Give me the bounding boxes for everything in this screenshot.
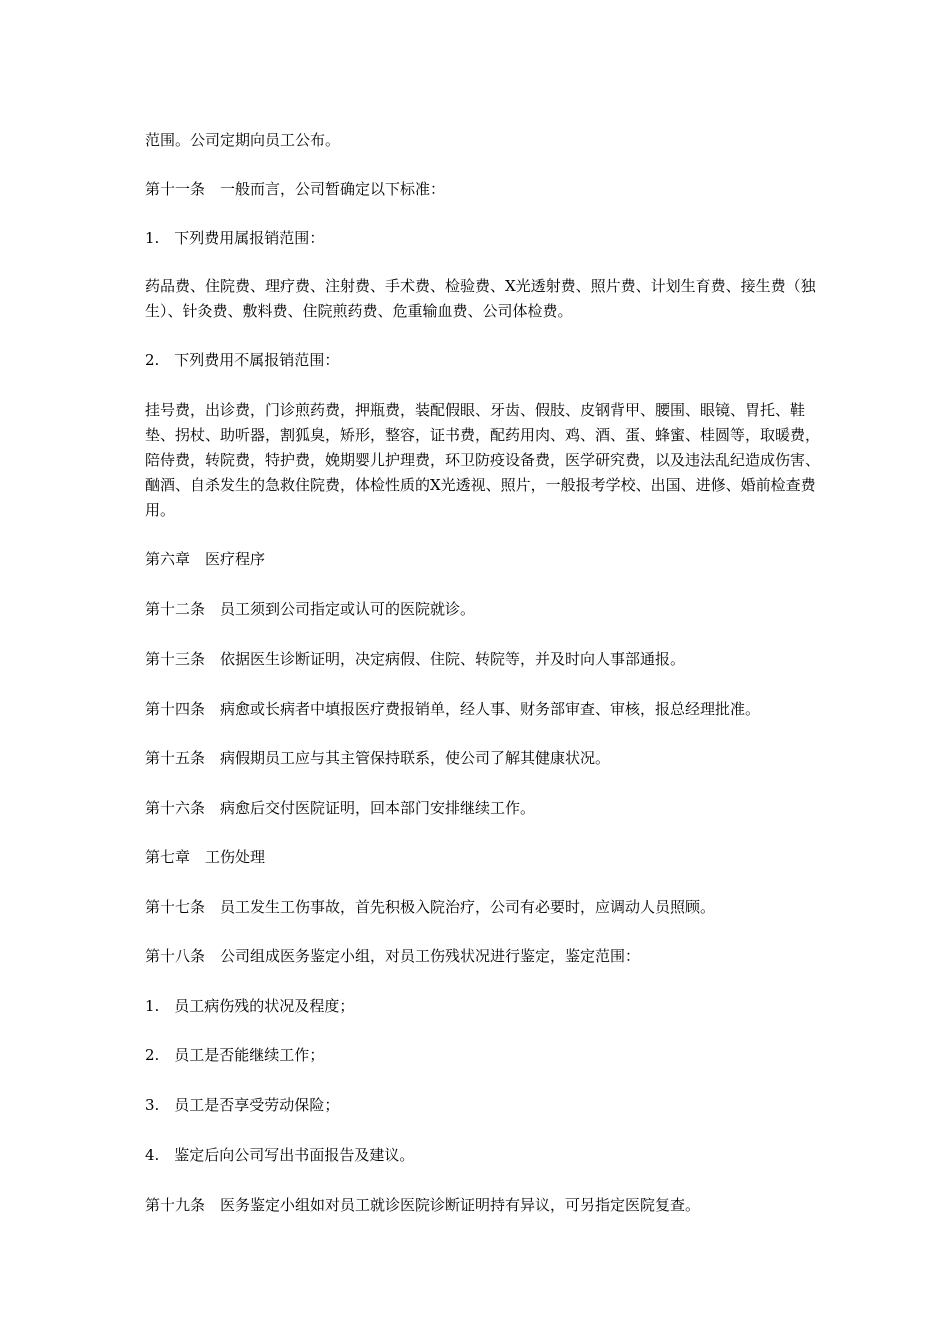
list-item-reimbursable-heading: 1. 下列费用属报销范围： [145,229,325,247]
article-18: 第十八条 公司组成医务鉴定小组，对员工伤残状况进行鉴定，鉴定范围： [145,947,641,965]
chapter-7-heading: 第七章 工伤处理 [145,848,266,866]
reimbursable-items-paragraph: 药品费、住院费、理疗费、注射费、手术费、检验费、X光透射费、照片费、计划生育费、接生费（独生）、针灸费、敷料费、住院煎药费、危重输血费、公司体检费。 [145,277,816,320]
list-item-4: 4. 鉴定后向公司写出书面报告及建议。 [145,1146,415,1164]
list-item-non-reimbursable-heading: 2. 下列费用不属报销范围： [145,351,340,369]
article-11: 第十一条 一般而言，公司暂确定以下标准： [145,180,446,198]
article-14: 第十四条 病愈或长病者中填报医疗费报销单，经人事、财务部审查、审核，报总经理批准。 [145,700,761,718]
article-13: 第十三条 依据医生诊断证明，决定病假、住院、转院等，并及时向人事部通报。 [145,650,686,668]
article-19: 第十九条 医务鉴定小组如对员工就诊医院诊断证明持有异议，可另指定医院复查。 [145,1196,701,1214]
paragraph-scope-announcement: 范围。公司定期向员工公布。 [145,131,341,149]
list-item-3: 3. 员工是否享受劳动保险； [145,1096,340,1114]
chapter-6-heading: 第六章 医疗程序 [145,550,266,568]
non-reimbursable-items-paragraph: 挂号费，出诊费，门诊煎药费，押瓶费，装配假眼、牙齿、假肢、皮钢背甲、腰围、眼镜、胃托、鞋垫、拐杖、助听器，割狐臭，矫形，整容，证书费，配药用肉、鸡、酒、蛋、蜂蜜、桂圆等，取暖费，陪侍费，转院费，特护费，娩期婴儿护理费，环卫防疫设备费，医学研究费，以及违法乱纪造成伤害、酗酒、自杀发生的急救住院费，体检性质的X光透视、照片，一般报考学校、出国、进修、婚前检查费用。 [145,401,821,519]
article-17: 第十七条 员工发生工伤事故，首先积极入院治疗，公司有必要时，应调动人员照顾。 [145,898,716,916]
list-item-2: 2. 员工是否能继续工作； [145,1046,325,1064]
article-16: 第十六条 病愈后交付医院证明，回本部门安排继续工作。 [145,799,536,817]
article-15: 第十五条 病假期员工应与其主管保持联系，使公司了解其健康状况。 [145,749,611,767]
article-12: 第十二条 员工须到公司指定或认可的医院就诊。 [145,600,476,618]
list-item-1: 1. 员工病伤残的状况及程度； [145,997,355,1015]
